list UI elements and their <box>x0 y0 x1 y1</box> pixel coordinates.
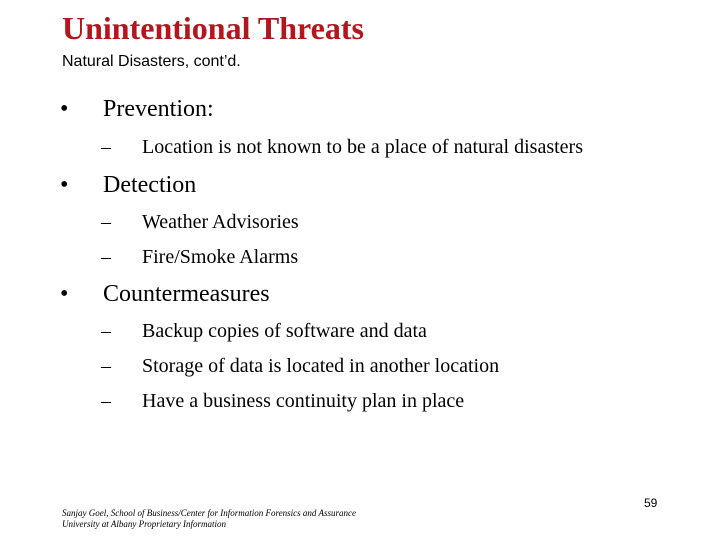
footer-line-1: Sanjay Goel, School of Business/Center for Information Forensics and Assurance <box>62 508 356 518</box>
dash-icon: – <box>101 355 111 377</box>
slide-title: Unintentional Threats <box>62 10 364 46</box>
bullet-label: Countermeasures <box>103 281 270 307</box>
page-number: 59 <box>644 496 658 510</box>
sub-item-text: Weather Advisories <box>142 211 299 233</box>
bullet-label: Detection <box>103 172 197 198</box>
slide-subtitle: Natural Disasters, cont’d. <box>62 53 241 70</box>
dash-icon: – <box>101 320 111 342</box>
dash-icon: – <box>101 211 111 233</box>
dash-icon: – <box>101 390 111 412</box>
sub-item-text: Have a business continuity plan in place <box>142 390 465 412</box>
sub-item-text: Storage of data is located in another location <box>142 355 500 377</box>
bullet-label: Prevention: <box>103 96 214 122</box>
sub-item-text: Backup copies of software and data <box>142 320 427 342</box>
dash-icon: – <box>101 136 111 158</box>
bullet-icon: • <box>60 281 69 307</box>
sub-item-text: Fire/Smoke Alarms <box>142 246 299 268</box>
bullet-icon: • <box>60 96 69 122</box>
footer <box>62 508 356 530</box>
sub-item-text: Location is not known to be a place of natural disasters <box>142 136 583 158</box>
dash-icon: – <box>101 246 111 268</box>
bullet-icon: • <box>60 172 69 198</box>
footer-line-2: University at Albany Proprietary Information <box>62 519 226 529</box>
